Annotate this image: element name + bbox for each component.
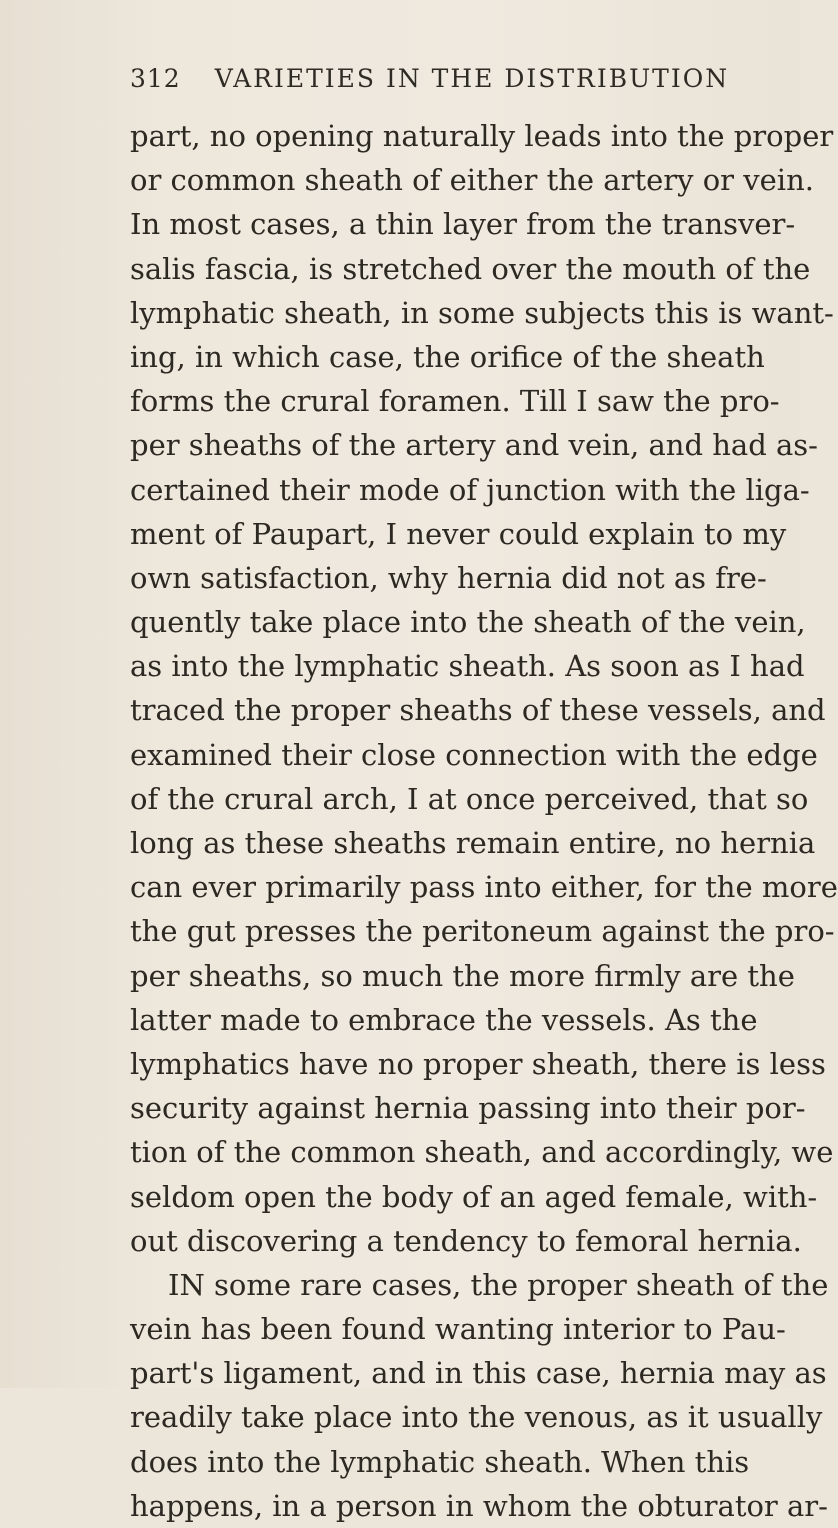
text-line: part's ligament, and in this case, hernia may as	[130, 1356, 827, 1391]
text-line: or common sheath of either the artery or vein.	[130, 163, 814, 198]
text-line: lymphatics have no proper sheath, there is less	[130, 1046, 826, 1081]
text-line: ment of Paupart, I never could explain to my	[130, 516, 787, 551]
text-line: part, no opening naturally leads into the proper	[130, 119, 834, 153]
running-title: VARIETIES IN THE DISTRIBUTION	[214, 64, 730, 93]
text-line: of the crural arch, I at once perceived, that so	[130, 781, 809, 816]
text-line: salis fascia, is stretched over the mouth of the	[130, 251, 811, 286]
text-line: out discovering a tendency to femoral hernia.	[130, 1223, 802, 1258]
text-line: examined their close connection with the edge	[130, 737, 818, 772]
text-line: does into the lymphatic sheath. When this	[130, 1444, 750, 1479]
text-line: seldom open the body of an aged female, with-	[130, 1179, 818, 1214]
text-line: own satisfaction, why hernia did not as fre-	[130, 560, 767, 595]
text-line: can ever primarily pass into either, for the more	[130, 870, 838, 905]
text-line: traced the proper sheaths of these vessels, and	[130, 693, 826, 728]
text-line: forms the crural foramen. Till I saw the pro-	[130, 384, 780, 419]
page-number: 312	[130, 64, 181, 93]
text-line: as into the lymphatic sheath. As soon as I had	[130, 649, 805, 684]
text-line: In most cases, a thin layer from the transver-	[130, 207, 796, 242]
text-line: latter made to embrace the vessels. As the	[130, 1002, 758, 1037]
text-line: tion of the common sheath, and accordingly, we	[130, 1135, 834, 1170]
text-line: certained their mode of junction with the liga-	[130, 472, 810, 507]
running-head	[130, 64, 742, 108]
body-text	[130, 114, 838, 1528]
text-line: readily take place into the venous, as it usually	[130, 1400, 823, 1435]
text-line: the gut presses the peritoneum against the pro-	[130, 914, 835, 949]
text-line: long as these sheaths remain entire, no hernia	[130, 826, 816, 860]
text-line: ing, in which case, the orifice of the sheath	[130, 339, 765, 374]
text-line: lymphatic sheath, in some subjects this is want-	[130, 295, 834, 330]
text-line: happens, in a person in whom the obturator ar-	[130, 1488, 828, 1523]
text-line: per sheaths of the artery and vein, and had as-	[130, 428, 818, 463]
text-line: security against hernia passing into their por-	[130, 1091, 806, 1126]
text-line: per sheaths, so much the more firmly are the	[130, 958, 795, 993]
text-line: quently take place into the sheath of the vein,	[130, 605, 806, 640]
text-line: vein has been found wanting interior to Pau-	[130, 1312, 786, 1347]
text-line: IN some rare cases, the proper sheath of the	[168, 1267, 829, 1302]
